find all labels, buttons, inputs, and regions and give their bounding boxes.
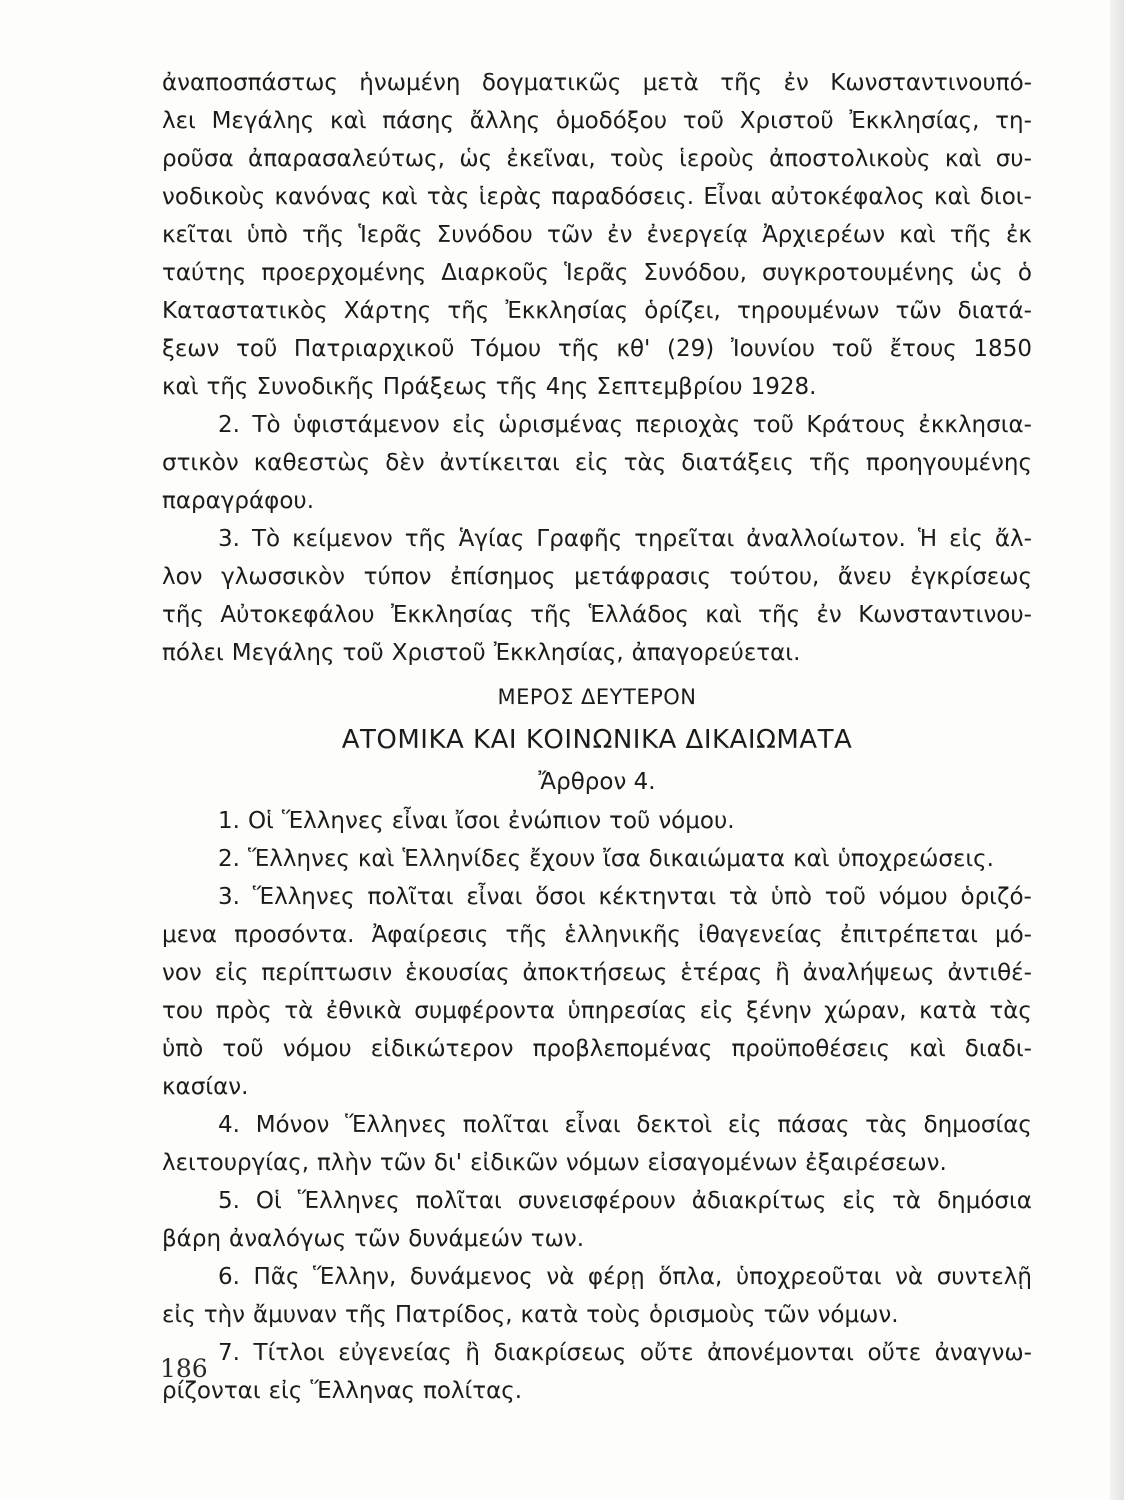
text-line: παραγράφου. [162, 488, 315, 514]
paragraph [162, 802, 1032, 840]
text-line: του πρὸς τὰ ἐθνικὰ συμφέροντα ὑπηρεσίας εἰς ξένην χώραν, κατὰ τὰς [162, 998, 1032, 1024]
text-line: νοδικοὺς κανόνας καὶ τὰς ἱερὰς παραδόσεις. Εἶναι αὐτοκέφαλος καὶ διοι- [162, 184, 1032, 210]
text-line: 6. Πᾶς Ἕλλην, δυνάμενος νὰ φέρῃ ὅπλα, ὑποχρεοῦται νὰ συντελῇ [218, 1264, 1032, 1290]
paragraph [162, 406, 1032, 520]
text-line: κασίαν. [162, 1074, 249, 1100]
text-line: ξεων τοῦ Πατριαρχικοῦ Τόμου τῆς κθ' (29) Ἰουνίου τοῦ ἔτους 1850 [162, 336, 1032, 362]
article-title: Ἄρθρον 4. [538, 769, 656, 795]
text-line: νον εἰς περίπτωσιν ἑκουσίας ἀποκτήσεως ἑτέρας ἢ ἀναλήψεως ἀντιθέ- [162, 960, 1032, 986]
text-line: λον γλωσσικὸν τύπον ἐπίσημος μετάφρασις τούτου, ἄνευ ἐγκρίσεως [162, 564, 1032, 590]
text-line: μενα προσόντα. Ἀφαίρεσις τῆς ἑλληνικῆς ἰθαγενείας ἐπιτρέπεται μό- [162, 922, 1032, 948]
text-line: 5. Οἱ Ἕλληνες πολῖται συνεισφέρουν ἀδιακρίτως εἰς τὰ δημόσια [218, 1188, 1032, 1214]
text-line: ρίζονται εἰς Ἕλληνας πολίτας. [162, 1378, 523, 1404]
text-line: ταύτης προερχομένης Διαρκοῦς Ἱερᾶς Συνόδου, συγκροτουμένης ὡς ὁ [162, 260, 1032, 286]
section-title: ΑΤΟΜΙΚΑ ΚΑΙ ΚΟΙΝΩΝΙΚΑ ΔΙΚΑΙΩΜΑΤΑ [341, 725, 853, 755]
text-line: εἰς τὴν ἄμυναν τῆς Πατρίδος, κατὰ τοὺς ὁρισμοὺς τῶν νόμων. [162, 1302, 899, 1328]
part-title: ΜΕΡΟΣ ΔΕΥΤΕΡΟΝ [497, 685, 697, 709]
text-line: στικὸν καθεστὼς δὲν ἀντίκειται εἰς τὰς διατάξεις τῆς προηγουμένης [162, 450, 1032, 476]
paragraph [162, 1334, 1032, 1410]
paragraph [162, 64, 1032, 406]
paragraph [162, 1258, 1032, 1334]
paragraph [162, 520, 1032, 672]
page-text [162, 64, 1032, 1410]
text-line: λειτουργίας, πλὴν τῶν δι' εἰδικῶν νόμων εἰσαγομένων ἐξαιρέσεων. [162, 1150, 947, 1176]
text-line: ὑπὸ τοῦ νόμου εἰδικώτερον προβλεπομένας προϋποθέσεις καὶ διαδι- [162, 1036, 1032, 1062]
text-line: λει Μεγάλης καὶ πάσης ἄλλης ὁμοδόξου τοῦ Χριστοῦ Ἐκκλησίας, τη- [162, 108, 1032, 134]
text-line: ἀναποσπάστως ἡνωμένη δογματικῶς μετὰ τῆς ἐν Κωνσταντινουπό- [162, 70, 1032, 96]
text-line: κεῖται ὑπὸ τῆς Ἱερᾶς Συνόδου τῶν ἐν ἐνεργείᾳ Ἀρχιερέων καὶ τῆς ἐκ [162, 222, 1032, 248]
paragraph [162, 840, 1032, 878]
paragraph [162, 878, 1032, 1106]
page-number: 186 [160, 1354, 208, 1383]
text-line: 4. Μόνον Ἕλληνες πολῖται εἶναι δεκτοὶ εἰς πάσας τὰς δημοσίας [218, 1112, 1032, 1138]
text-line: 3. Τὸ κείμενον τῆς Ἁγίας Γραφῆς τηρεῖται ἀναλλοίωτον. Ἡ εἰς ἄλ- [218, 526, 1032, 552]
text-line: 1. Οἱ Ἕλληνες εἶναι ἴσοι ἐνώπιον τοῦ νόμου. [218, 808, 735, 834]
paragraph [162, 1182, 1032, 1258]
intro-paragraphs [162, 64, 1032, 672]
text-line: Καταστατικὸς Χάρτης τῆς Ἐκκλησίας ὁρίζει, τηρουμένων τῶν διατά- [162, 298, 1032, 324]
text-line: 2. Ἕλληνες καὶ Ἑλληνίδες ἔχουν ἴσα δικαιώματα καὶ ὑποχρεώσεις. [218, 846, 994, 872]
text-line: ροῦσα ἀπαρασαλεύτως, ὡς ἐκεῖναι, τοὺς ἱεροὺς ἀποστολικοὺς καὶ συ- [162, 146, 1032, 172]
text-line: 3. Ἕλληνες πολῖται εἶναι ὅσοι κέκτηνται τὰ ὑπὸ τοῦ νόμου ὁριζό- [218, 884, 1032, 910]
paragraph [162, 1106, 1032, 1182]
text-line: 7. Τίτλοι εὐγενείας ἢ διακρίσεως οὔτε ἀπονέμονται οὔτε ἀναγνω- [218, 1340, 1032, 1366]
article-paragraphs [162, 802, 1032, 1410]
page-edge-shadow [1110, 0, 1124, 1500]
text-line: 2. Τὸ ὑφιστάμενον εἰς ὡρισμένας περιοχὰς τοῦ Κράτους ἐκκλησια- [218, 412, 1032, 438]
text-line: βάρη ἀναλόγως τῶν δυνάμεών των. [162, 1226, 585, 1252]
text-line: τῆς Αὐτοκεφάλου Ἐκκλησίας τῆς Ἑλλάδος καὶ τῆς ἐν Κωνσταντινου- [162, 602, 1032, 628]
text-line: καὶ τῆς Συνοδικῆς Πράξεως τῆς 4ης Σεπτεμβρίου 1928. [162, 374, 817, 400]
text-line: πόλει Μεγάλης τοῦ Χριστοῦ Ἐκκλησίας, ἀπαγορεύεται. [162, 640, 801, 666]
